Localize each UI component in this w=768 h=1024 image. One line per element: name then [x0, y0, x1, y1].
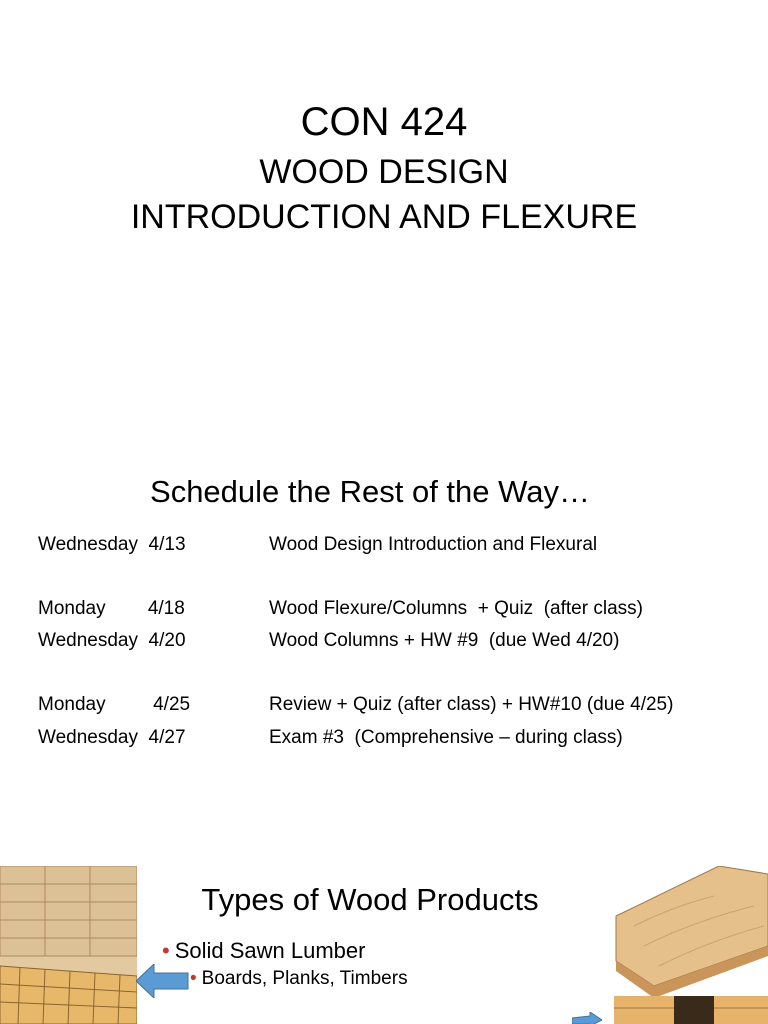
schedule-row: [38, 727, 623, 815]
schedule-topic: Exam #3 (Comprehensive – during class): [269, 727, 623, 748]
wood-products-slide: [0, 840, 768, 1024]
lumber-stack-image: [0, 866, 137, 1024]
course-code-title: CON 424: [300, 100, 468, 144]
wood-products-title: Types of Wood Products: [201, 882, 539, 917]
course-name-subtitle: WOOD DESIGN: [259, 153, 509, 191]
schedule-day: Wednesday 4/27: [38, 727, 186, 748]
schedule-topic: Review + Quiz (after class) + HW#10 (due 4/25): [269, 694, 674, 715]
bullet-item: [162, 938, 365, 964]
bullet-text: Solid Sawn Lumber: [174, 938, 366, 963]
schedule-topic: Wood Columns + HW #9 (due Wed 4/20): [269, 630, 620, 651]
schedule-slide: [0, 440, 768, 830]
bullet-dot-icon: •: [162, 938, 170, 963]
bullet-dot-icon: •: [190, 968, 197, 989]
schedule-topic: Wood Flexure/Columns + Quiz (after class): [269, 598, 643, 619]
schedule-day: Monday 4/18: [38, 598, 185, 619]
plywood-sheets-image: [614, 866, 768, 1024]
sub-bullet-item: [190, 968, 408, 990]
schedule-topic: Wood Design Introduction and Flexural: [269, 534, 598, 555]
right-arrow-icon: [572, 1012, 602, 1024]
schedule-title: Schedule the Rest of the Way…: [150, 474, 590, 509]
left-arrow-icon: [136, 964, 190, 998]
sub-bullet-text: Boards, Planks, Timbers: [201, 968, 408, 989]
topic-subtitle: INTRODUCTION AND FLEXURE: [130, 198, 638, 236]
schedule-day: Monday 4/25: [38, 694, 191, 715]
schedule-day: Wednesday 4/13: [38, 534, 186, 555]
title-slide: [0, 0, 768, 420]
schedule-day: Wednesday 4/20: [38, 630, 186, 651]
